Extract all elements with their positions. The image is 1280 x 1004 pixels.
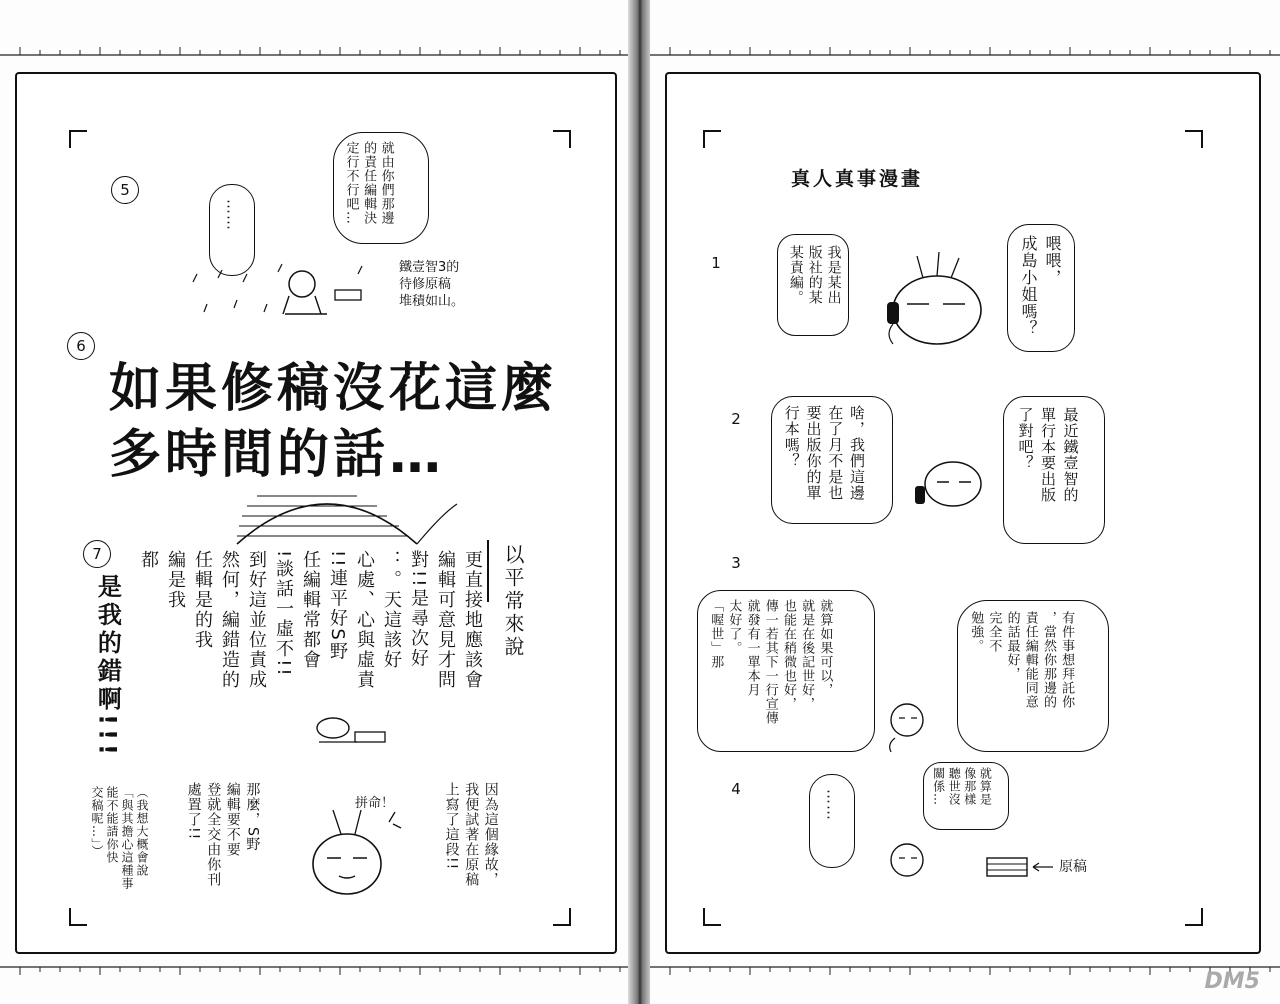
headline-line-2: 多時間的話… — [109, 425, 446, 485]
editor-bubble-1 — [777, 234, 849, 336]
exclaim-text: 是我的錯啊!!! — [93, 574, 122, 759]
right-page-frame — [665, 72, 1261, 954]
reason-note: 因為這個緣故， 我便試著在原稿 上寫了這段!! — [443, 782, 499, 887]
request-detail-bubble — [697, 590, 875, 752]
caller-speech-1: 喂喂， 成島小姐嗎？ — [1019, 235, 1062, 337]
caller-bubble-1 — [1007, 224, 1075, 352]
editor-speech-2: 啥，我們這邊 在了月不是也 要出版你的單 行本嗎？ — [782, 405, 866, 501]
caller-speech-2: 最近鐵壹智的 單行本要出版 了對吧？ — [1016, 407, 1080, 503]
panel-number-2: 2 — [731, 410, 741, 428]
panel-number-3: 3 — [731, 554, 741, 572]
crop-mark — [703, 130, 721, 148]
top-ruler — [650, 40, 1280, 60]
rising-sun-doodle — [217, 474, 467, 554]
panel5-doodle — [167, 244, 387, 324]
crop-mark — [1185, 908, 1203, 926]
editor-note: 那麼，S野 編輯要不要 登就全交由你刊 處置了!! — [185, 782, 261, 887]
editor-bubble-2 — [771, 396, 893, 524]
left-page — [0, 0, 630, 1004]
panel-number-5: 5 — [111, 176, 139, 204]
pile-note: 鐵壹智3的 待修原稿 堆積如山。 — [399, 260, 465, 309]
request-bubble — [957, 600, 1109, 752]
crop-mark — [703, 908, 721, 926]
dots-text-4: …… — [823, 789, 842, 821]
mascot-doodle — [297, 794, 407, 914]
bottom-ruler — [650, 962, 1280, 982]
crop-mark — [69, 908, 87, 926]
top-ruler — [0, 40, 630, 60]
panel4-doodle — [877, 834, 1077, 894]
reply-text: 就算是 像那樣 聽世沒 關係… — [931, 767, 993, 806]
panel-number-4: 4 — [731, 780, 741, 798]
left-page-frame — [15, 72, 617, 954]
request-text: 有件事想拜託你 ，當然你那邊的 責任編輯能同意 的話最好， 完全不 勉強。 — [968, 611, 1075, 709]
narration-intro: 以平常來說 — [501, 544, 525, 659]
panel-number-7: 7 — [83, 540, 111, 568]
panel1-doodle — [867, 244, 997, 364]
aside-note: （我想大概會說 「與其擔心這種事 能不能請你快 交稿呢…」） — [90, 786, 149, 890]
request-detail-text: 就算如果可以， 就是在後記世好， 也能在稍微也好， 傳一若其下一行宣傳 就發有一單本月 太好了。 「喔世」那 — [708, 599, 833, 725]
editor-speech-text: 就由你們那邊 的責任編輯決 定行不行吧… — [343, 141, 394, 225]
caller-bubble-2 — [1003, 396, 1105, 544]
manuscript-label: 原稿 — [1059, 859, 1087, 875]
panel3-doodle — [877, 694, 957, 754]
panel-number-6: 6 — [67, 332, 95, 360]
bottom-ruler — [0, 962, 630, 982]
narration-divider — [487, 540, 489, 602]
reply-bubble — [923, 762, 1009, 830]
dots-bubble-4 — [809, 774, 855, 868]
watermark-logo: DM5 — [1204, 969, 1260, 994]
headline-line-1: 如果修稿沒花這麼 — [109, 359, 558, 419]
crop-mark — [69, 130, 87, 148]
desperate-label: 拼命！ — [355, 796, 395, 811]
editor-speech-1: 我是某出 版社的某 某責編。 — [787, 245, 842, 305]
narration-body: 更直接地應該會 編輯可意見才問 對!!是尋次好 ：。天這該好 心處、心與虛責 !!連平好S野 任編輯常都會 !談話一虛不!! 到好這並位責成 然何，編錯造的 任輯是的我 編是我 都 — [138, 550, 483, 690]
right-page — [650, 0, 1280, 1004]
crop-mark — [553, 130, 571, 148]
book-gutter — [628, 0, 652, 1004]
panel-number-1: 1 — [711, 254, 721, 272]
panel2-doodle — [907, 454, 987, 524]
panel7-doodle — [307, 714, 397, 754]
dots-text: …… — [223, 199, 242, 231]
crop-mark — [1185, 130, 1203, 148]
crop-mark — [553, 908, 571, 926]
page-title: 真人真事漫畫 — [791, 168, 924, 190]
speech-bubble-editor — [333, 132, 429, 244]
